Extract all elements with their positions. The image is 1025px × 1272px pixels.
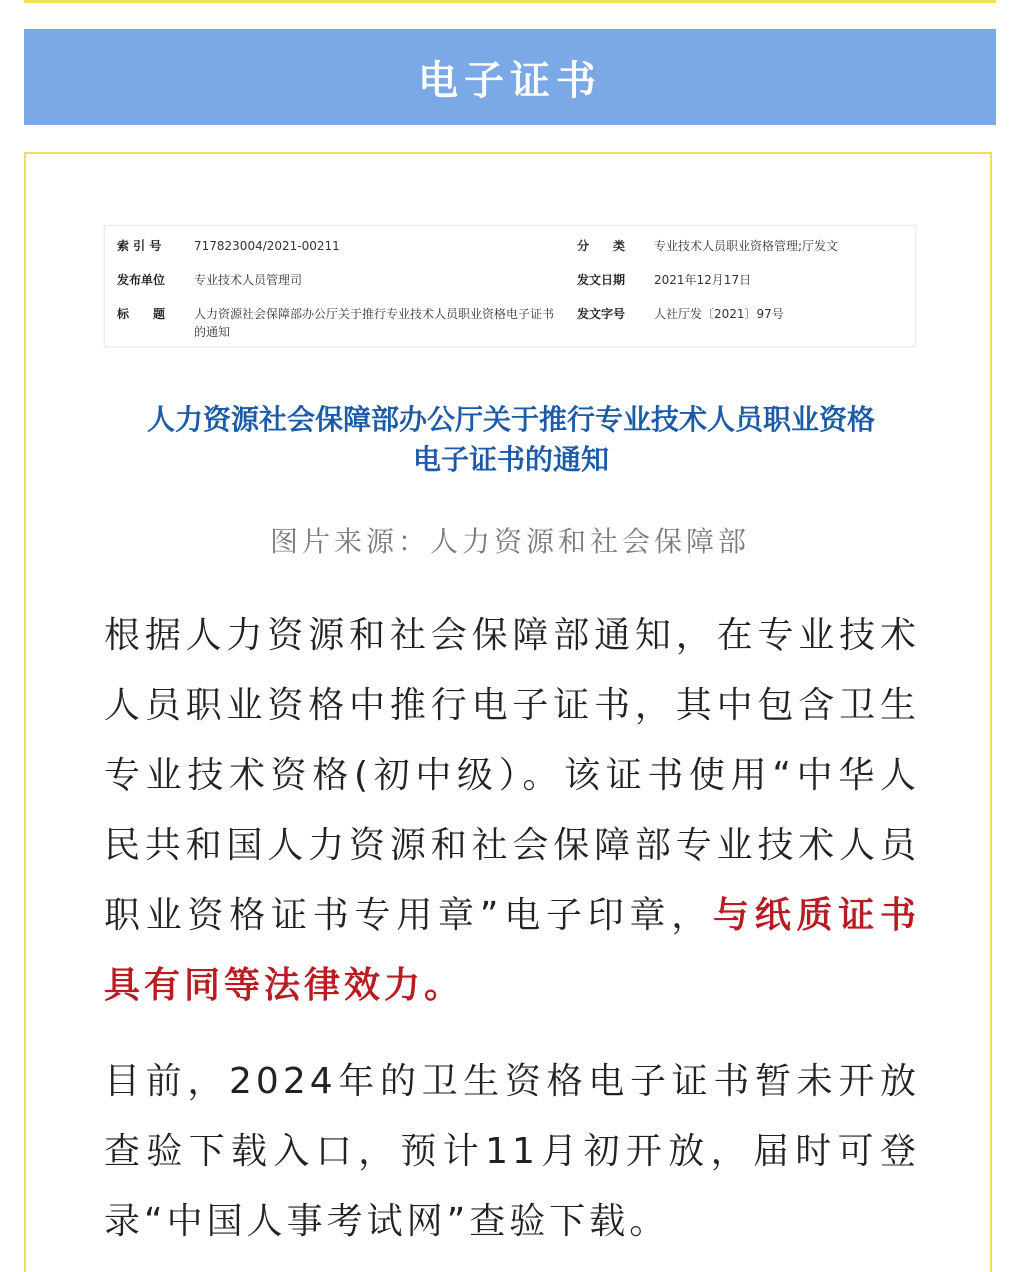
document-title-line-1: 人力资源社会保障部办公厅关于推行专业技术人员职业资格 bbox=[146, 403, 875, 436]
meta-value-date: 2021年12月17日 bbox=[654, 273, 752, 287]
paragraph-1-text: 根据人力资源和社会保障部通知，在专业技术人员职业资格中推行电子证书，其中包含卫生专业技术资格(初中级）。该证书使用“中华人民共和国人力资源和社会保障部专业技术人员职业资格证书专用章”电子印章， bbox=[104, 615, 920, 936]
section-banner bbox=[24, 29, 996, 125]
meta-value-docno: 人社厅发〔2021〕97号 bbox=[654, 307, 784, 321]
document-title bbox=[86, 400, 936, 480]
meta-label-publisher: 发布单位 bbox=[117, 273, 166, 287]
paragraph-2-text: 目前，2024年的卫生资格电子证书暂未开放查验下载入口，预计11月初开放，届时可登录“中国人事考试网”查验下载。 bbox=[104, 1061, 920, 1242]
body-paragraph-2 bbox=[104, 1047, 920, 1257]
meta-value-title: 人力资源社会保障部办公厅关于推行专业技术人员职业资格电子证书的通知 bbox=[194, 307, 555, 339]
top-divider bbox=[24, 0, 996, 3]
meta-value-category: 专业技术人员职业资格管理;厅发文 bbox=[654, 239, 839, 253]
content-card bbox=[24, 152, 992, 1272]
meta-label-docno: 发文字号 bbox=[577, 307, 626, 321]
meta-value-publisher: 专业技术人员管理司 bbox=[194, 273, 303, 287]
document-title-line-2: 电子证书的通知 bbox=[412, 443, 609, 476]
meta-label-title: 标 题 bbox=[117, 307, 166, 321]
document-meta-table bbox=[104, 225, 916, 347]
image-source-caption: 图片来源：人力资源和社会保障部 bbox=[269, 525, 750, 558]
meta-label-date: 发文日期 bbox=[577, 273, 626, 287]
banner-title: 电子证书 bbox=[418, 57, 602, 104]
meta-label-category: 分 类 bbox=[577, 239, 626, 253]
meta-label-index: 索 引 号 bbox=[117, 239, 162, 253]
paragraph-1-emphasis: 与纸质证书具有同等法律效力。 bbox=[104, 895, 920, 1006]
body-paragraph-1 bbox=[104, 601, 920, 1021]
meta-value-index: 717823004/2021-00211 bbox=[194, 239, 340, 253]
